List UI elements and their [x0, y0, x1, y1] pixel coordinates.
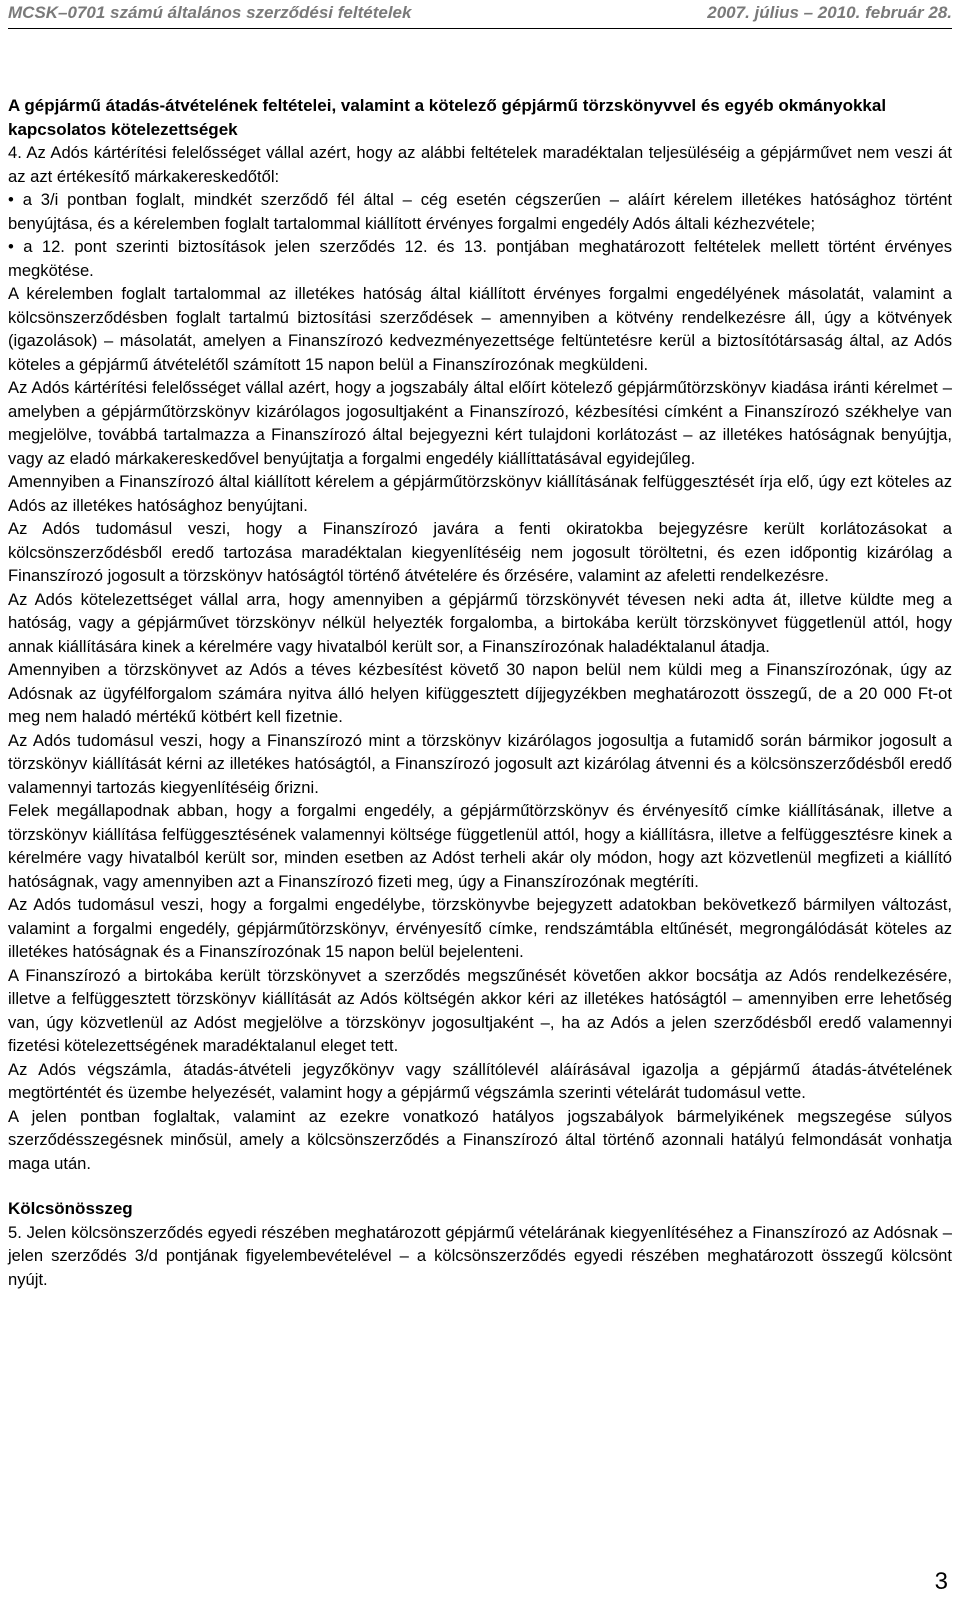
- section-5-heading: Kölcsönösszeg: [8, 1199, 133, 1218]
- page-number: 3: [934, 1568, 948, 1595]
- header-document-title: MCSK–0701 számú általános szerződési feltételek: [8, 3, 412, 22]
- paragraph: Az Adós kártérítési felelősséget vállal azért, hogy a jogszabály által előírt kötelező gépjárműtörzskönyv kiadása iránti kérelmet – amelyben a gépjárműtörzskönyv kizárólagos jogosultjaként a Finanszírozó, kézbesítési címként a Finanszírozó székhelye van megjelölve, továbbá tartalmazza a Finanszírozó által bejegyezni kért tulajdoni korlátozást – az illetékes hatóságnak benyújtja, vagy az eladó márkakereskedővel benyújtatja a forgalmi engedély kiállíttatásával egyidejűleg.: [8, 378, 952, 468]
- paragraph: Az Adós végszámla, átadás-átvételi jegyzőkönyv vagy szállítólevél aláírásával igazolja a gépjármű átadás-átvételének megtörténtét és üzembe helyezését, valamint hogy a gépjármű végszámla szerinti vételárát tudomásul vette.: [8, 1059, 952, 1102]
- document-body: [8, 94, 952, 1291]
- paragraph: Az Adós tudomásul veszi, hogy a Finanszírozó javára a fenti okiratokba bejegyzésre került korlátozásokat a kölcsönszerződésből eredő tartozása maradéktalan kiegyenlítéséig nem jogosult töröltetni, és ezen időpontig kizárólag a Finanszírozó jogosult a törzskönyv hatóságtól történő átvételére és őrzésére, valamint az afeletti rendelkezésre.: [8, 519, 952, 585]
- paragraph: Az Adós tudomásul veszi, hogy a forgalmi engedélybe, törzskönyvbe bejegyzett adatokban bekövetkező bármilyen változást, valamint a forgalmi engedély, gépjárműtörzskönyv, érvényesítő címke, rendszámtábla eltűnését, megrongálódását köteles az illetékes hatóságnak és a Finanszírozónak 15 napon belül bejelenteni.: [8, 895, 952, 961]
- page-header: [8, 2, 952, 24]
- paragraph: A Finanszírozó a birtokába került törzskönyvet a szerződés megszűnését követően akkor bocsátja az Adós rendelkezésére, illetve a felfüggesztett törzskönyv kiállítását az Adós költségén akkor kéri az illetékes hatóságtól – amennyiben erre lehetőség van, úgy közvetlenül az Adóst megjelölve a törzskönyv jogosultjaként –, ha az Adós a jelen szerződésből eredő valamennyi fizetési kötelezettségének maradéktalanul eleget tett.: [8, 965, 952, 1055]
- header-divider: [8, 28, 952, 29]
- paragraph: A jelen pontban foglaltak, valamint az ezekre vonatkozó hatályos jogszabályok bármelyikének megszegése súlyos szerződésszegésnek minősül, amely a kölcsönszerződés a Finanszírozó által történő azonnali hatályú felmondását vonhatja maga után.: [8, 1106, 952, 1173]
- paragraph: Az Adós tudomásul veszi, hogy a Finanszírozó mint a törzskönyv kizárólagos jogosultja a futamidő során bármikor jogosult a törzskönyv kiállítását kérni az illetékes hatóságtól, a Finanszírozó jogosult azt kizárólag átvenni és a kölcsönszerződésből eredő valamennyi tartozás kiegyenlítéséig őrizni.: [8, 730, 952, 797]
- section-4-intro: 4. Az Adós kártérítési felelősséget vállal azért, hogy az alábbi feltételek maradéktalan teljesüléséig a gépjárművet nem veszi át az azt értékesítő márkakereskedőtől:: [8, 143, 952, 186]
- paragraph: Amennyiben a törzskönyvet az Adós a téves kézbesítést követő 30 napon belül nem küldi meg a Finanszírozónak, úgy az Adósnak az ügyfélforgalom számára nyitva álló helyen kifüggesztett díjjegyzékben meghatározott összegű, de a 20 000 Ft-ot meg nem haladó mértékű kötbért kell fizetnie.: [8, 660, 952, 726]
- paragraph: Az Adós kötelezettséget vállal arra, hogy amennyiben a gépjármű törzskönyvét tévesen neki adta át, illetve küldte meg a hatóság, vagy a gépjárművet törzskönyv nélkül helyezték forgalomba, a birtokába került törzskönyvet függetlenül attól, hogy annak kiállítására kinek a kérelmére vagy hivatalból került sor, a Finanszírozónak haladéktalanul átadja.: [8, 589, 952, 656]
- paragraph: A kérelemben foglalt tartalommal az illetékes hatóság által kiállított érvényes forgalmi engedélyének másolatát, valamint a kölcsönszerződésben foglalt tartalmú biztosítási szerződések – amennyiben a kötvény rendelkezésre áll, úgy a kötvények (igazolások) – másolatát, amelyen a Finanszírozó kedvezményezettsége feltüntetésre kerül a biztosítótársaság által, az Adós köteles a gépjármű átvételétől számított 15 napon belül a Finanszírozónak megküldeni.: [8, 284, 952, 374]
- paragraph: Amennyiben a Finanszírozó által kiállított kérelem a gépjárműtörzskönyv kiállításának felfüggesztését írja elő, úgy ezt köteles az Adós az illetékes hatósághoz benyújtani.: [8, 472, 952, 515]
- paragraph: Felek megállapodnak abban, hogy a forgalmi engedély, a gépjárműtörzskönyv és érvényesítő címke kiállításának, illetve a törzskönyv kiállítása felfüggesztésének valamennyi költsége függetlenül attól, hogy a kiállításra, illetve a felfüggesztésre kinek a kérelmére vagy hivatalból került sor, minden esetben az Adóst terheli akár oly módon, hogy azt közvetlenül megfizeti a kiállító hatóságnak, vagy amennyiben azt a Finanszírozó fizeti meg, úgy a Finanszírozónak megtéríti.: [8, 801, 952, 891]
- header-date-range: 2007. július – 2010. február 28.: [707, 3, 952, 22]
- bullet-item: • a 12. pont szerinti biztosítások jelen szerződés 12. és 13. pontjában meghatározott feltételek mellett történt érvényes megkötése.: [8, 235, 952, 282]
- section-spacer: [8, 1175, 952, 1197]
- bullet-item: • a 3/i pontban foglalt, mindkét szerződő fél által – cég esetén cégszerűen – aláírt kérelem illetékes hatósághoz történt benyújtása, és a kérelemben foglalt tartalommal kiállított érvényes forgalmi engedély Adós általi kézhezvétele;: [8, 188, 952, 235]
- section-4-title: A gépjármű átadás-átvételének feltételei, valamint a kötelező gépjármű törzskönyvvel és egyéb okmányokkal kapcsolatos kötelezettségek: [8, 96, 887, 139]
- section-5-text: 5. Jelen kölcsönszerződés egyedi részében meghatározott gépjármű vételárának kiegyenlítéséhez a Finanszírozó az Adósnak – jelen szerződés 3/d pontjának figyelembevételével – a kölcsönszerződés egyedi részében meghatározott összegű kölcsönt nyújt.: [8, 1222, 952, 1289]
